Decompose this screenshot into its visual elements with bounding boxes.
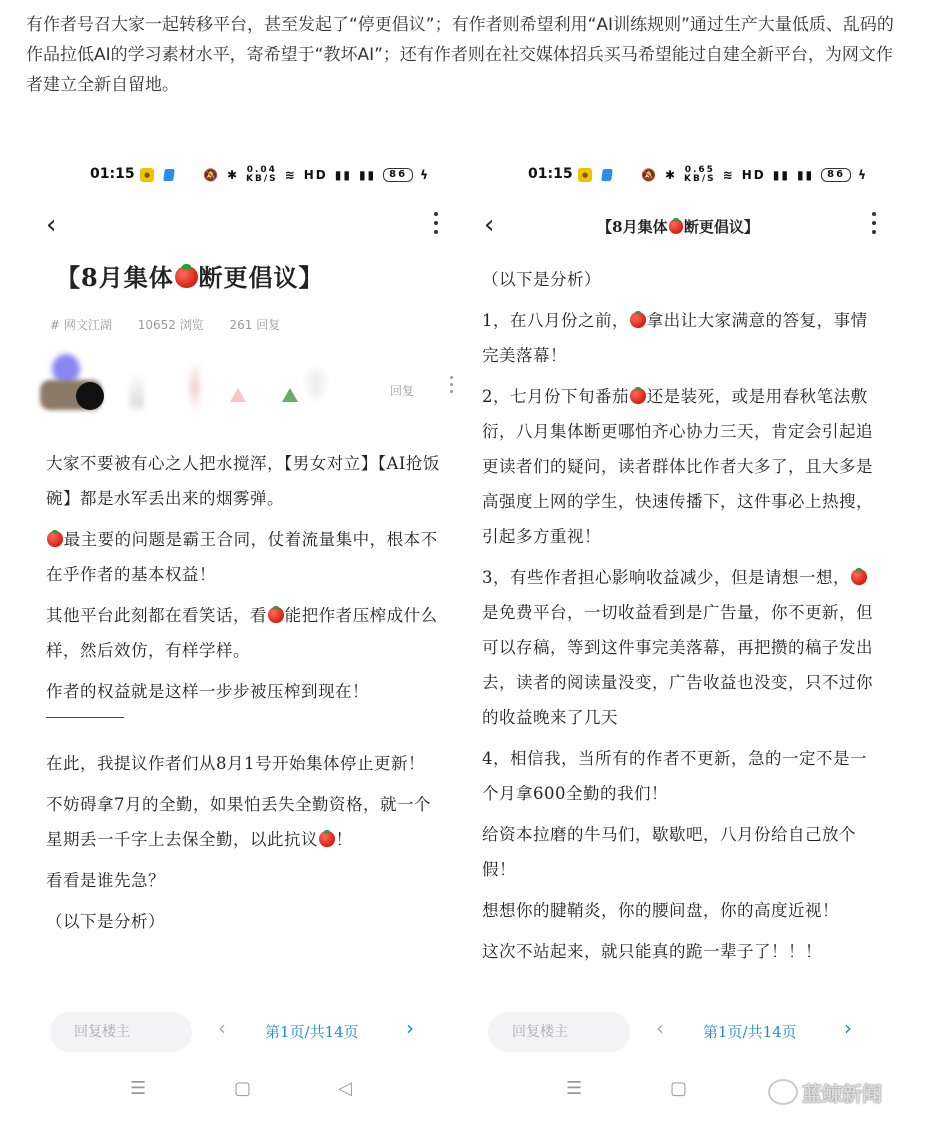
home-nav-icon[interactable]: ▢	[670, 1078, 688, 1099]
content-paragraph: 2，七月份下旬番茄 还是装死，或是用春秋笔法敷衍，八月集体断更哪怕齐心协力三天，肯定会引起追更读者们的疑问，读者群体比作者大多了，且大多是高强度上网的学生，快速传播下，这件事必上热搜，引起多方重视！	[482, 387, 873, 546]
system-nav-bar	[20, 1078, 460, 1108]
article-paragraph: 有作者号召大家一起转移平台，甚至发起了“停更倡议”；有作者则希望利用“AI训练规则”通过生产大量低质、乱码的作品拉低AI的学习素材水平，寄希望于“教坏AI”；还有作者则在社交媒体招兵买马希望能过自建全新平台，为网文作者建立全新自留地。	[26, 15, 894, 95]
tomato-icon	[851, 569, 867, 585]
content-paragraph: （以下是分析）	[46, 912, 165, 931]
avatar[interactable]	[40, 352, 112, 412]
home-nav-icon[interactable]: ▢	[234, 1078, 252, 1099]
right-phone-screenshot	[458, 150, 898, 1130]
page-indicator[interactable]: 第1页/共14页	[703, 1023, 797, 1041]
content-paragraph: 大家不要被有心之人把水搅浑，【男女对立】【AI抢饭碗】都是水军丢出来的烟雾弹。	[46, 454, 440, 508]
app-notification-icon-2	[601, 169, 613, 181]
watermark: 蓝鲸新闻	[768, 1078, 882, 1107]
wifi-icon: ≋	[722, 168, 735, 182]
content-paragraph: 3，有些作者担心影响收益减少，但是请想一想，是免费平台，一切收益看到是广告量，你不更新，但可以存稿，等到这件事完美落幕，再把攒的稿子发出去，读者的阅读量没变，广告收益也没变，只不过你的收益晚来了几天	[482, 568, 873, 727]
wifi-icon: ≋	[284, 168, 297, 182]
battery-icon: 86	[383, 168, 413, 182]
prev-page-icon[interactable]: ‹	[218, 1016, 226, 1040]
content-paragraph: 最主要的问题是霸王合同，仗着流量集中，根本不在乎作者的基本权益！	[46, 530, 438, 584]
page-indicator[interactable]: 第1页/共14页	[265, 1023, 359, 1041]
nav-bar	[458, 208, 898, 248]
back-chevron-icon[interactable]: ‹	[46, 210, 57, 240]
signal-icon: ▮▮	[334, 168, 352, 182]
content-paragraph: 看看是谁先急？	[46, 871, 165, 890]
bluetooth-icon: ✱	[664, 168, 678, 182]
post-content	[46, 446, 446, 945]
tomato-icon	[319, 831, 335, 847]
charging-icon: ϟ	[858, 168, 868, 182]
meta-replies: 261 回复	[229, 318, 281, 332]
content-paragraph: 给资本拉磨的牛马们，歇歇吧，八月份给自己放个假！	[482, 825, 856, 879]
weibo-icon	[768, 1079, 798, 1105]
battery-icon: 86	[821, 168, 851, 182]
reply-more-icon[interactable]	[450, 376, 454, 397]
menu-nav-icon[interactable]: ☰	[130, 1078, 147, 1099]
status-bar	[20, 164, 460, 186]
more-vertical-icon[interactable]	[872, 212, 878, 239]
content-paragraph: 想想你的腱鞘炎，你的腰间盘，你的高度近视！	[482, 901, 839, 920]
next-page-icon[interactable]: ›	[844, 1016, 852, 1040]
network-speed: 0.04 KB/S	[246, 165, 278, 184]
back-chevron-icon[interactable]: ‹	[484, 210, 495, 240]
status-time: 01:15	[90, 166, 135, 182]
reply-input[interactable]: 回复楼主	[50, 1012, 192, 1052]
tomato-icon	[268, 607, 284, 623]
status-time: 01:15	[528, 166, 573, 182]
tomato-icon	[630, 312, 646, 328]
prev-page-icon[interactable]: ‹	[656, 1016, 664, 1040]
left-phone-screenshot	[20, 150, 460, 1130]
meta-views: 10652 浏览	[137, 318, 204, 332]
menu-nav-icon[interactable]: ☰	[566, 1078, 583, 1099]
post-meta	[50, 316, 302, 333]
bottom-bar	[458, 1008, 898, 1058]
signal-icon-2: ▮▮	[358, 168, 377, 182]
next-page-icon[interactable]: ›	[406, 1016, 414, 1040]
nav-title: 【8月集体 断更倡议】	[597, 218, 759, 236]
meta-tag[interactable]: # 网文江湖	[50, 318, 112, 332]
signal-icon: ▮▮	[772, 168, 790, 182]
bluetooth-icon: ✱	[226, 168, 240, 182]
content-paragraph: 4，相信我，当所有的作者不更新，急的一定不是一个月拿600全勤的我们！	[482, 749, 867, 803]
mute-icon: 🔕	[641, 168, 658, 182]
nav-bar	[20, 208, 460, 248]
reply-input[interactable]: 回复楼主	[488, 1012, 630, 1052]
content-paragraph: 这次不站起来，就只能真的跪一辈子了！！！	[482, 942, 822, 961]
content-paragraph: 不妨碍拿7月的全勤，如果怕丢失全勤资格，就一个星期丢一千字上去保全勤，以此抗议 ！	[46, 795, 431, 849]
more-vertical-icon[interactable]	[434, 212, 440, 239]
app-notification-icon: ●	[578, 168, 592, 182]
mute-icon: 🔕	[203, 168, 220, 182]
tomato-icon	[47, 531, 63, 547]
status-icons	[203, 166, 430, 184]
content-paragraph: 1，在八月份之前， 拿出让大家满意的答复，事情完美落幕！	[482, 311, 868, 365]
hd-icon: HD	[303, 168, 328, 182]
author-row	[40, 352, 460, 412]
app-notification-icon: ●	[140, 168, 154, 182]
signal-icon-2: ▮▮	[796, 168, 815, 182]
hd-icon: HD	[741, 168, 766, 182]
content-paragraph: 其他平台此刻都在看笑话，看 能把作者压榨成什么样，然后效仿，有样学样。	[46, 606, 438, 660]
content-paragraph: 在此，我提议作者们从8月1号开始集体停止更新！	[46, 754, 425, 773]
tomato-icon	[175, 266, 198, 289]
bottom-bar	[20, 1008, 460, 1058]
network-speed: 0.65 KB/S	[684, 165, 716, 184]
content-paragraph: 作者的权益就是这样一步步被压榨到现在！	[46, 682, 369, 701]
back-nav-icon[interactable]: ◁	[338, 1078, 352, 1099]
app-notification-icon-2	[163, 169, 175, 181]
status-icons	[641, 166, 868, 184]
reply-button[interactable]: 回复	[390, 384, 415, 398]
post-content	[482, 262, 874, 975]
post-title: 【8月集体 断更倡议】	[56, 263, 324, 292]
divider	[46, 717, 124, 718]
tomato-icon	[669, 219, 683, 233]
status-bar	[458, 164, 898, 186]
content-paragraph: （以下是分析）	[482, 270, 601, 289]
charging-icon: ϟ	[420, 168, 430, 182]
tomato-icon	[630, 388, 646, 404]
